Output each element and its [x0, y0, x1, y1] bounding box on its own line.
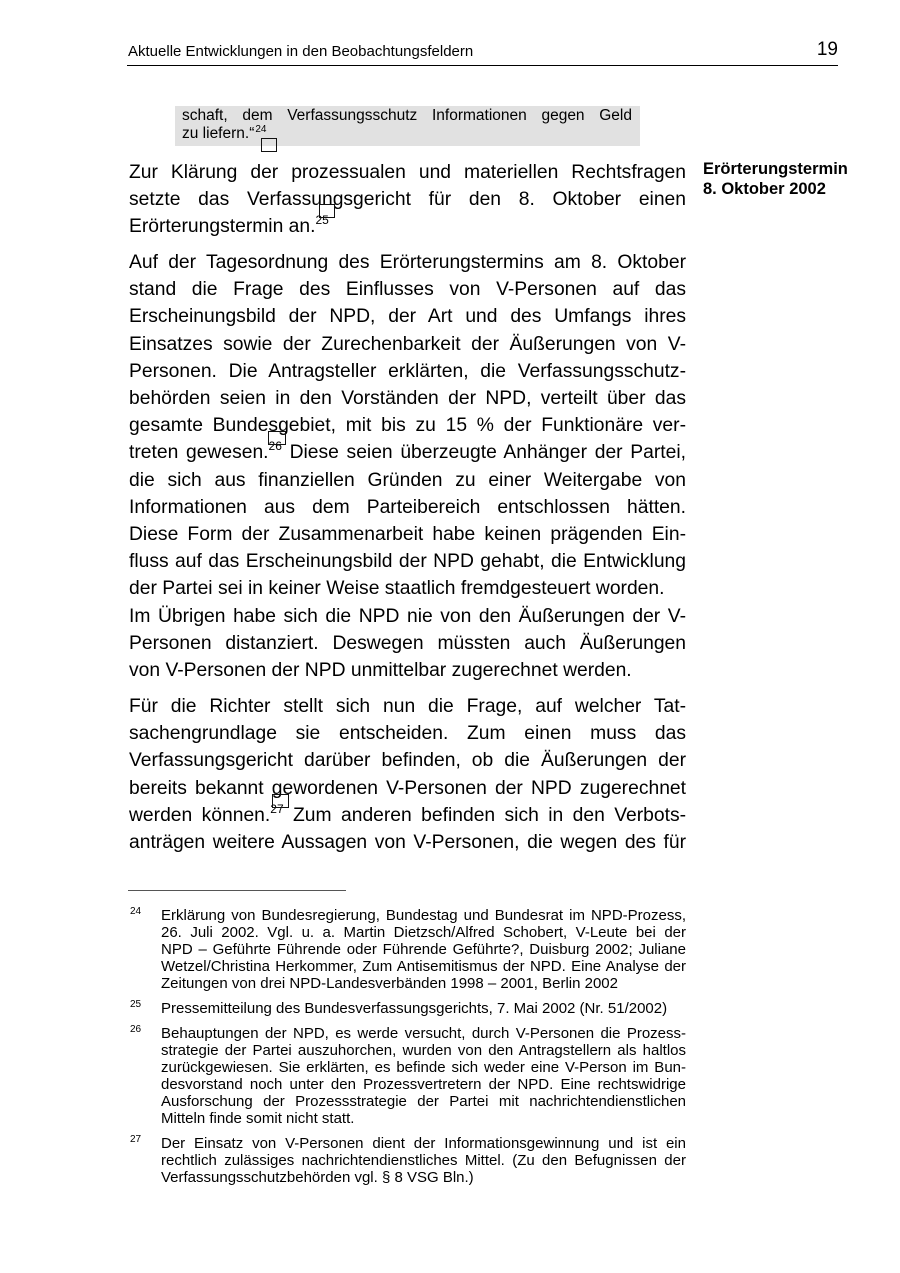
body-line — [129, 802, 686, 829]
body-line-text: Zum anderen befinden sich in den Verbots- — [293, 804, 687, 826]
body-line: stand die Frage des Einflusses von V-Personen auf das — [129, 279, 686, 301]
body-line: von V-Personen der NPD unmittelbar zugerechnet werden. — [129, 659, 632, 681]
footnote-24 — [128, 907, 686, 992]
body-line — [129, 439, 686, 466]
paragraph-1 — [129, 159, 686, 241]
body-line: Auf der Tagesordnung des Erörterungstermins am 8. Oktober — [129, 252, 686, 274]
body-line: Informationen aus dem Parteibereich entschlossen hätten. — [129, 496, 686, 518]
block-quote — [175, 106, 640, 146]
body-line: fluss auf das Erscheinungsbild der NPD gehabt, die Entwicklung — [129, 551, 686, 573]
footnote-line: Ausforschung der Prozessstrategie der Partei mit nachrichtendienstlichen — [161, 1093, 686, 1110]
margin-note — [703, 160, 848, 199]
footnote-number: 27 — [130, 1134, 142, 1145]
page-number: 19 — [816, 39, 838, 60]
footnote-line: NPD – Geführte Führende oder Führende Geführte?, Duisburg 2002; Juliane — [161, 941, 686, 958]
footnote-link-25[interactable] — [319, 204, 335, 218]
quote-line — [182, 125, 632, 143]
footnote-line: Behauptungen der NPD, es werde versucht, durch V-Personen die Prozess- — [161, 1025, 686, 1042]
quote-line: schaft, dem Verfassungsschutz Informationen gegen Geld — [182, 107, 632, 124]
footnote-ref-24: 24 — [255, 124, 267, 135]
footnote-line: Pressemitteilung des Bundesverfassungsgerichts, 7. Mai 2002 (Nr. 51/2002) — [161, 1000, 668, 1017]
footnote-25 — [128, 1000, 686, 1017]
body-line: bereits bekannt gewordenen V-Personen der NPD zugerechnet — [129, 777, 686, 799]
running-title: Aktuelle Entwicklungen in den Beobachtungsfeldern — [128, 43, 474, 60]
footnote-number: 24 — [130, 906, 142, 917]
body-line: der Partei sei in keiner Weise staatlich fremdgesteuert worden. — [129, 578, 665, 600]
footnote-link-24[interactable] — [261, 138, 277, 152]
body-line: Erscheinungsbild der NPD, der Art und des Umfangs ihres — [129, 306, 686, 328]
body-line: Diese Form der Zusammenarbeit habe keinen prägenden Ein- — [129, 523, 686, 545]
footnote-line: Erklärung von Bundesregierung, Bundestag und Bundesrat im NPD-Prozess, — [161, 907, 686, 924]
footnote-ref-26: 26 — [268, 439, 282, 454]
body-line: Personen. Die Antragsteller erklärten, die Verfassungsschutz- — [129, 360, 686, 382]
footnote-line: Zeitungen von drei NPD-Landesverbänden 1998 – 2001, Berlin 2002 — [161, 975, 618, 992]
footnote-ref-27: 27 — [270, 801, 284, 816]
body-line: behörden seien in den Vorständen der NPD, verteilt über das — [129, 388, 686, 409]
footnote-line: zurückgewiesen. Sie erklärten, es befinde sich weder eine V-Person im Bun- — [161, 1059, 686, 1076]
body-line: Im Übrigen habe sich die NPD nie von den Äußerungen der V- — [129, 605, 686, 627]
footnote-26 — [128, 1025, 686, 1127]
quote-line-text: zu liefern.“ — [182, 125, 255, 142]
footnotes — [128, 907, 686, 1194]
footnote-line: strategie der Partei auszuhorchen, wurden von den Antragstellern als haltlos — [161, 1042, 686, 1059]
footnote-number: 25 — [130, 999, 142, 1010]
body-line: Personen distanziert. Deswegen müssten auch Äußerungen — [129, 632, 686, 654]
paragraph-2 — [129, 249, 686, 684]
body-line: gesamte Bundesgebiet, mit bis zu 15 % der Funktionäre ver- — [129, 415, 686, 437]
body-line-text: Erörterungstermin an. — [129, 215, 316, 237]
body-line-text: treten gewesen. — [129, 442, 269, 464]
footnote-27 — [128, 1135, 686, 1186]
footnote-line: Der Einsatz von V-Personen dient der Informationsgewinnung und ist ein — [161, 1135, 686, 1152]
body-text — [129, 159, 686, 866]
margin-note-line: 8. Oktober 2002 — [703, 179, 826, 198]
body-line: Einsatzes sowie der Zurechenbarkeit der Äußerungen von V- — [129, 333, 686, 355]
footnote-line: rechtlich zulässiges nachrichtendienstliches Mittel. (Zu den Befugnissen der — [161, 1152, 686, 1169]
footnote-link-26[interactable] — [268, 431, 286, 445]
header-rule — [127, 65, 838, 66]
body-line: setzte das Verfassungsgericht für den 8. Oktober einen — [129, 188, 686, 210]
body-line: anträgen weitere Aussagen von V-Personen, die wegen des für — [129, 832, 686, 853]
footnote-line: Verfassungsschutzbehörden vgl. § 8 VSG Bln.) — [161, 1169, 474, 1186]
body-line-text: werden können. — [129, 804, 271, 826]
footnote-separator — [128, 890, 346, 891]
paragraph-3 — [129, 693, 686, 856]
footnote-line: Wetzel/Christina Herkommer, Zum Antisemitismus der NPD. Eine Analyse der — [161, 958, 686, 975]
body-line: Verfassungsgericht darüber befinden, ob die Äußerungen der — [129, 750, 686, 772]
body-line: die sich aus finanziellen Gründen zu einer Weitergabe von — [129, 469, 686, 491]
body-line: Für die Richter stellt sich nun die Frage, auf welcher Tat- — [129, 696, 686, 718]
body-line: Zur Klärung der prozessualen und materiellen Rechtsfragen — [129, 161, 686, 183]
body-line: sachengrundlage sie entscheiden. Zum einen muss das — [129, 723, 686, 745]
body-line-text: Diese seien überzeugte Anhänger der Partei, — [289, 442, 687, 464]
footnote-link-27[interactable] — [272, 794, 289, 808]
margin-note-line: Erörterungstermin — [703, 160, 848, 178]
footnote-line: 26. Juli 2002. Vgl. u. a. Martin Dietzsch/Alfred Schobert, V-Leute bei der — [161, 924, 686, 941]
footnote-line: desvorstand noch unter den Prozessvertretern der NPD. Eine rechtswidrige — [161, 1076, 686, 1093]
body-line — [129, 213, 686, 240]
footnote-number: 26 — [130, 1024, 142, 1035]
footnote-ref-25: 25 — [315, 212, 329, 227]
footnote-line: Mitteln finde somit nicht statt. — [161, 1110, 355, 1127]
